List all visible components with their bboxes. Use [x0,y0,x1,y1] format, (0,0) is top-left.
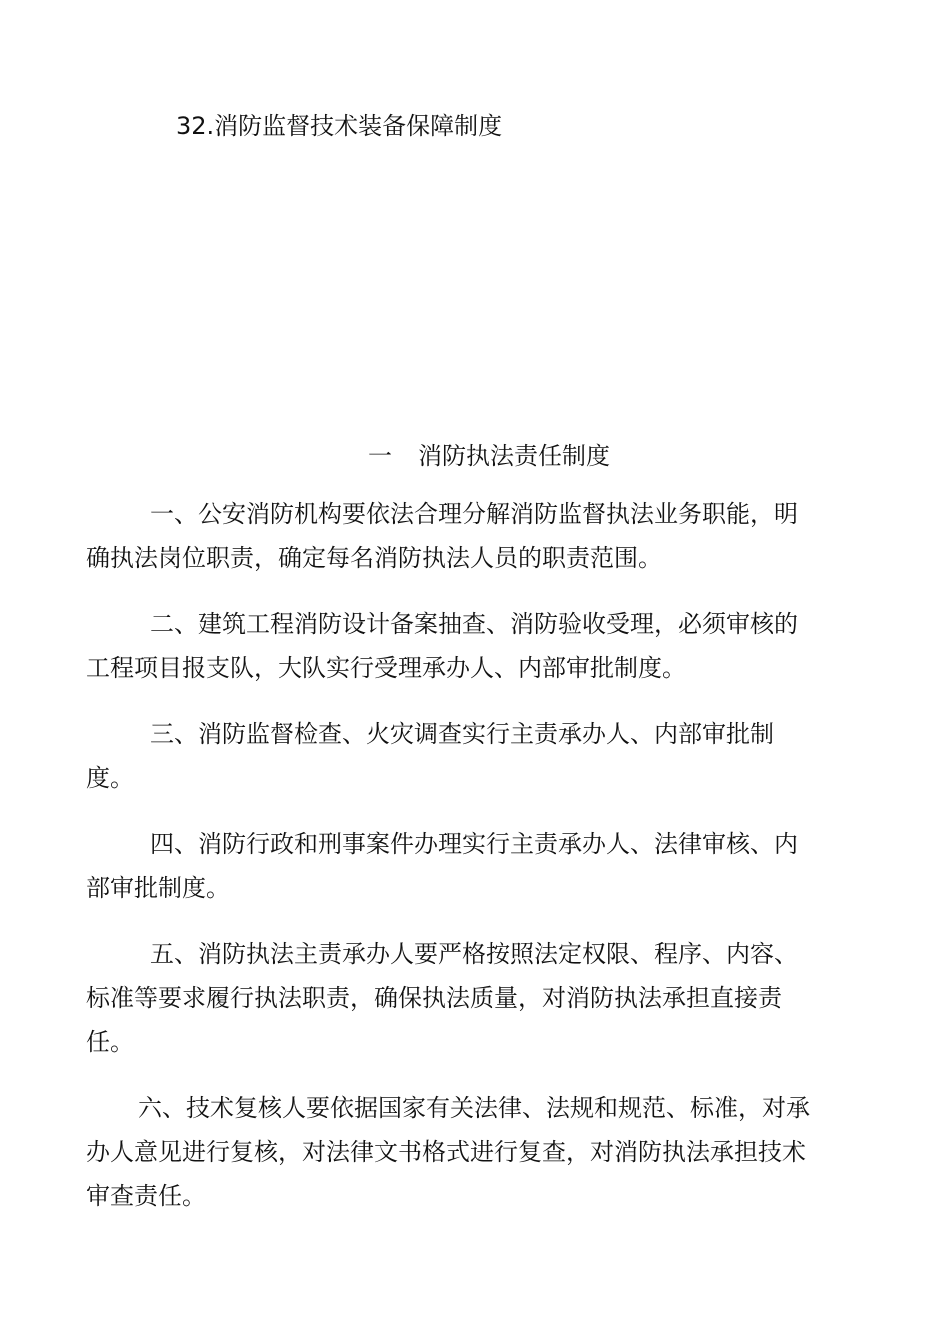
section-heading [368,438,610,474]
paragraph-line: 四、消防行政和刑事案件办理实行主责承办人、法律审核、内 [150,830,798,858]
paragraph-1 [86,492,856,580]
paragraph-line: 标准等要求履行执法职责，确保执法质量，对消防执法承担直接责 [86,984,782,1012]
paragraph-line: 度。 [86,764,134,792]
paragraph-line: 五、消防执法主责承办人要严格按照法定权限、程序、内容、 [150,940,798,968]
paragraph-line: 工程项目报支队，大队实行受理承办人、内部审批制度。 [86,654,686,682]
paragraph-3 [86,712,856,800]
paragraph-line: 任。 [86,1028,134,1056]
paragraph-line: 二、建筑工程消防设计备案抽查、消防验收受理，必须审核的 [150,610,798,638]
section-number: 一 [368,442,392,470]
paragraph-line: 三、消防监督检查、火灾调查实行主责承办人、内部审批制 [150,720,774,748]
document-title: 32.消防监督技术装备保障制度 [176,112,503,140]
paragraph-line: 部审批制度。 [86,874,230,902]
paragraph-6 [86,1086,856,1218]
paragraph-line: 审查责任。 [86,1182,206,1210]
paragraph-5 [86,932,856,1064]
paragraph-line: 办人意见进行复核，对法律文书格式进行复查，对消防执法承担技术 [86,1138,806,1166]
paragraph-line: 六、技术复核人要依据国家有关法律、法规和规范、标准，对承 [138,1094,810,1122]
paragraph-line: 确执法岗位职责，确定每名消防执法人员的职责范围。 [86,544,662,572]
paragraph-4 [86,822,856,910]
section-heading-text: 消防执法责任制度 [418,442,610,470]
paragraph-line: 一、公安消防机构要依法合理分解消防监督执法业务职能，明 [150,500,798,528]
paragraph-2 [86,602,856,690]
